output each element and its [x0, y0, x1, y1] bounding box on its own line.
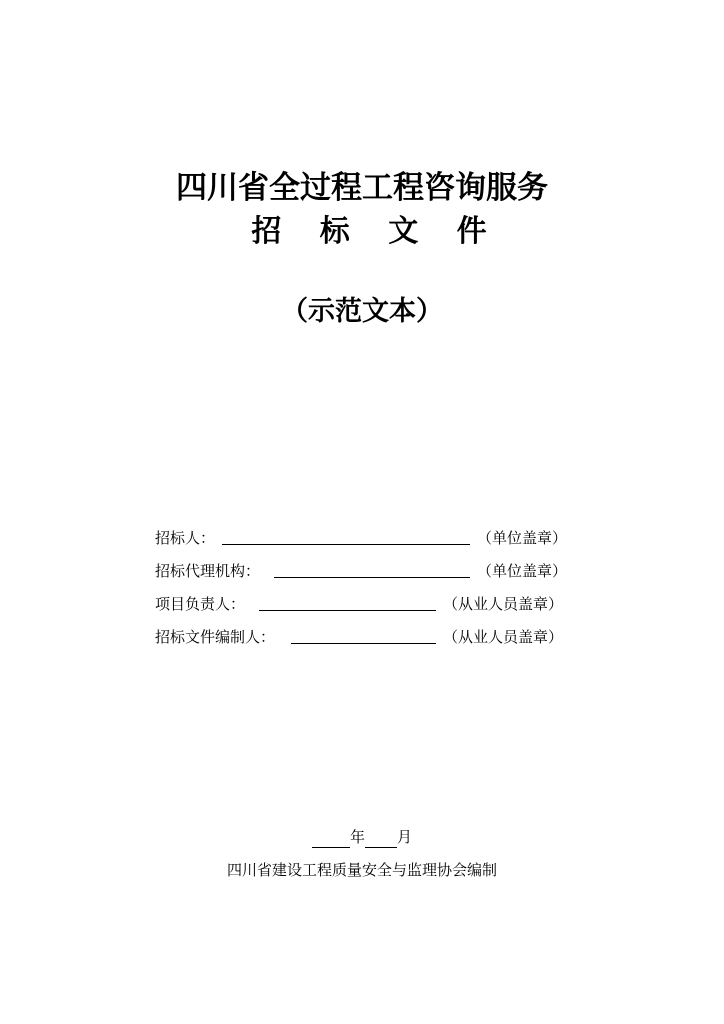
seal-note: （从业人员盖章）	[443, 628, 564, 646]
month-label: 月	[397, 828, 413, 846]
date-line	[0, 826, 724, 848]
signature-blank-line	[222, 527, 470, 545]
signature-blank-line	[274, 560, 470, 578]
signature-label: 项目负责人：	[155, 595, 246, 613]
month-blank	[365, 830, 397, 848]
signature-label: 招标人：	[155, 529, 216, 547]
signature-blank-line	[259, 593, 436, 611]
document-subtitle: 招 标 文 件	[251, 214, 501, 249]
signature-label: 招标代理机构：	[155, 562, 261, 580]
seal-note: （单位盖章）	[477, 562, 568, 580]
year-blank	[312, 830, 350, 848]
sample-text-label: （示范文本）	[281, 296, 443, 327]
signature-blank-line	[291, 626, 436, 644]
year-label: 年	[349, 828, 365, 846]
seal-note: （从业人员盖章）	[443, 595, 564, 613]
signature-label: 招标文件编制人：	[155, 628, 276, 646]
document-title: 四川省全过程工程咨询服务	[176, 170, 548, 206]
seal-note: （单位盖章）	[477, 529, 568, 547]
issuer-line: 四川省建设工程质量安全与监理协会编制	[226, 861, 497, 879]
